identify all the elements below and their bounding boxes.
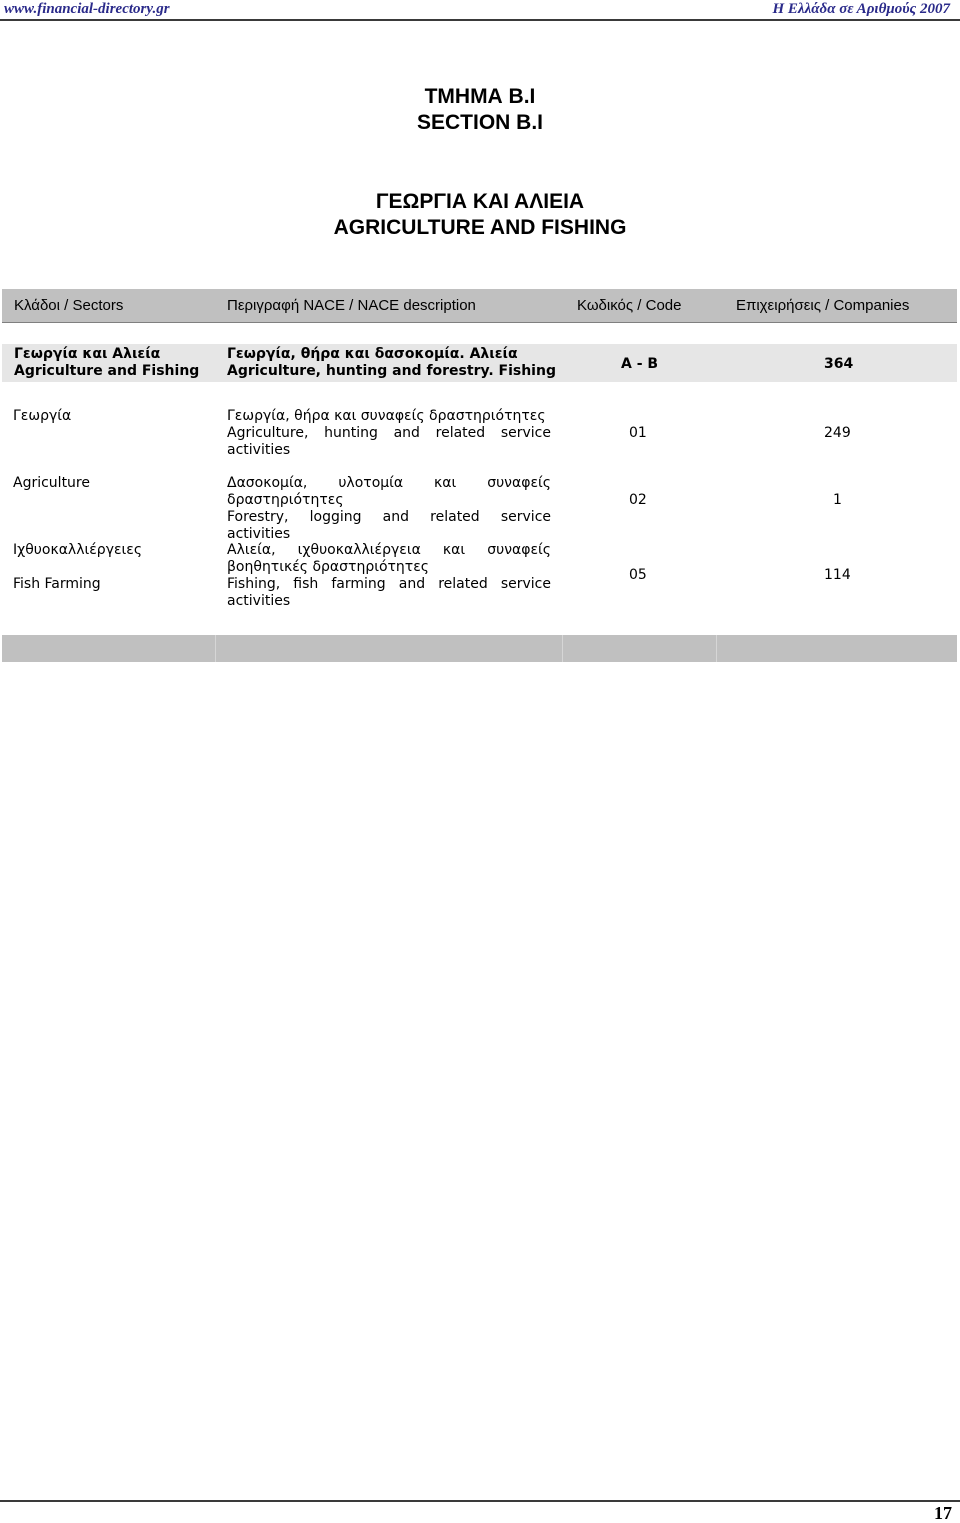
sector-title-english: AGRICULTURE AND FISHING	[333, 216, 627, 239]
footer-column-separator	[716, 635, 717, 662]
row-description	[227, 542, 551, 610]
table-row	[0, 408, 960, 468]
section-title	[0, 84, 960, 136]
row-description-line: Γεωργία, θήρα και συναφείς δραστηριότητες	[227, 408, 546, 424]
section-title-english: SECTION B.I	[416, 111, 543, 134]
row-companies: 1	[833, 492, 842, 508]
row-sector-name-english: Fish Farming	[13, 576, 101, 592]
column-header-companies: Επιχειρήσεις / Companies	[736, 297, 910, 314]
row-description-line: Agriculture, hunting and related service	[227, 425, 551, 441]
footer-column-separator	[562, 635, 563, 662]
table-row	[0, 475, 960, 542]
sector-summary-code: A - B	[621, 356, 659, 372]
row-sector-name-greek: Ιχθυοκαλλιέργειες	[13, 542, 143, 558]
sector-summary-row	[2, 344, 957, 382]
column-header-code: Κωδικός / Code	[577, 297, 682, 314]
row-description-line: Δασοκομία, υλοτομία και συναφείς	[227, 475, 551, 491]
sector-summary-companies: 364	[824, 356, 854, 372]
row-description-line: Αλιεία, ιχθυοκαλλιέργεια και συναφείς	[227, 542, 551, 558]
row-description-line: δραστηριότητες	[227, 492, 344, 508]
sector-title-greek: ΓΕΩΡΓΙΑ ΚΑΙ ΑΛΙΕΙΑ	[375, 190, 585, 213]
row-companies: 114	[824, 567, 851, 583]
table-footer-bar	[2, 635, 957, 662]
column-header-sectors: Κλάδοι / Sectors	[14, 297, 124, 314]
row-description-line: activities	[227, 593, 291, 609]
row-description-line: Forestry, logging and related service activities	[227, 509, 551, 542]
sector-summary-name-english: Agriculture and Fishing	[14, 363, 200, 379]
sector-summary-description	[227, 346, 556, 380]
row-sector-name: Γεωργία	[13, 408, 72, 424]
sector-summary-desc-english: Agriculture, hunting and forestry. Fishing	[227, 363, 556, 379]
footer-divider	[0, 1500, 960, 1502]
column-header-nace: Περιγραφή NACE / NACE description	[227, 297, 476, 314]
footer-column-separator	[215, 635, 216, 662]
row-sector-name: Agriculture	[13, 475, 90, 491]
table-header	[2, 289, 957, 323]
row-description-line: activities	[227, 442, 291, 458]
row-code: 01	[629, 425, 647, 441]
sector-summary-desc-greek: Γεωργία, θήρα και δασοκομία. Αλιεία	[227, 346, 518, 362]
table-row	[0, 542, 960, 617]
header-publication-title: Η Ελλάδα σε Αριθμούς 2007	[772, 1, 950, 17]
page-number: 17	[934, 1503, 952, 1523]
header-website: www.financial-directory.gr	[4, 1, 170, 17]
sector-summary-name	[14, 346, 199, 380]
row-description	[227, 475, 551, 543]
header-divider	[0, 19, 960, 21]
row-description-line: Fishing, fish farming and related service	[227, 576, 551, 592]
section-title-greek: ΤΜΗΜΑ Β.Ι	[424, 85, 536, 108]
row-description-line: βοηθητικές δραστηριότητες	[227, 559, 430, 575]
sector-title	[0, 189, 960, 241]
row-code: 05	[629, 567, 647, 583]
sector-summary-name-greek: Γεωργία και Αλιεία	[14, 346, 161, 362]
row-description	[227, 408, 551, 459]
row-code: 02	[629, 492, 647, 508]
row-companies: 249	[824, 425, 851, 441]
